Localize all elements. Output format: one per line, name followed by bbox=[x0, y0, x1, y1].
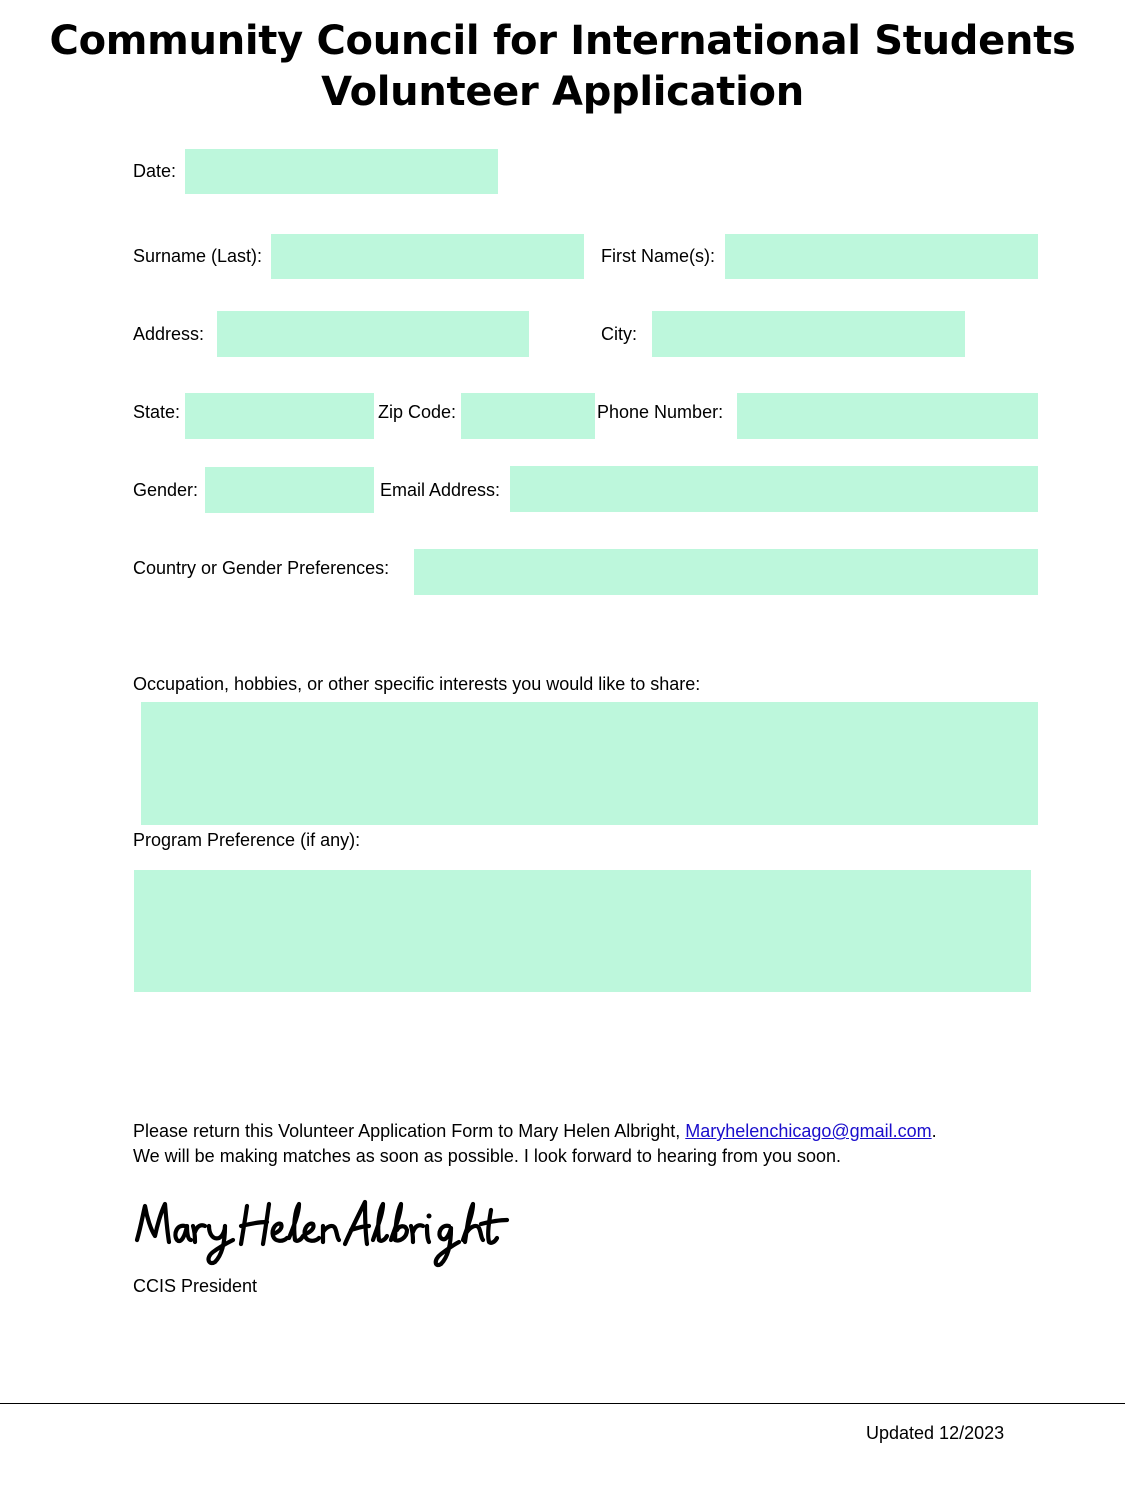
zip-code-field[interactable] bbox=[461, 393, 595, 439]
interests-label: Occupation, hobbies, or other specific interests you would like to share: bbox=[133, 674, 701, 694]
page-subtitle: Volunteer Application bbox=[321, 69, 804, 115]
return-instructions-text: Please return this Volunteer Application Form to Mary Helen Albright, bbox=[133, 1121, 686, 1141]
first-name-label: First Name(s): bbox=[601, 246, 715, 266]
footer-divider bbox=[0, 1403, 1125, 1404]
city-label: City: bbox=[601, 324, 637, 344]
email-address-field[interactable] bbox=[510, 466, 1038, 512]
gender-label: Gender: bbox=[133, 480, 199, 500]
state-field[interactable] bbox=[185, 393, 374, 439]
return-instructions bbox=[133, 1119, 937, 1144]
program-preference-label: Program Preference (if any): bbox=[133, 830, 361, 850]
signer-title: CCIS President bbox=[133, 1276, 258, 1296]
email-address-label: Email Address: bbox=[380, 480, 501, 500]
surname-label: Surname (Last): bbox=[133, 246, 263, 266]
date-field[interactable] bbox=[185, 149, 498, 194]
interests-textarea[interactable] bbox=[141, 702, 1038, 825]
page-title: Community Council for International Students bbox=[49, 18, 1076, 64]
program-preference-textarea[interactable] bbox=[134, 870, 1031, 992]
contact-email-link[interactable]: Maryhelenchicago@gmail.com bbox=[685, 1121, 932, 1141]
return-instructions-period: . bbox=[931, 1121, 937, 1141]
preferences-label: Country or Gender Preferences: bbox=[133, 558, 390, 578]
phone-number-label: Phone Number: bbox=[597, 402, 724, 422]
zip-code-label: Zip Code: bbox=[378, 402, 457, 422]
address-label: Address: bbox=[133, 324, 205, 344]
surname-field[interactable] bbox=[271, 234, 584, 279]
date-label: Date: bbox=[133, 161, 177, 181]
signature-image bbox=[133, 1196, 533, 1274]
phone-number-field[interactable] bbox=[737, 393, 1038, 439]
gender-field[interactable] bbox=[205, 467, 374, 513]
city-field[interactable] bbox=[652, 311, 965, 357]
matching-note: We will be making matches as soon as possible. I look forward to hearing from you soon. bbox=[133, 1146, 842, 1166]
preferences-field[interactable] bbox=[414, 549, 1038, 595]
state-label: State: bbox=[133, 402, 181, 422]
address-field[interactable] bbox=[217, 311, 529, 357]
first-name-field[interactable] bbox=[725, 234, 1038, 279]
updated-date: Updated 12/2023 bbox=[866, 1423, 1005, 1443]
